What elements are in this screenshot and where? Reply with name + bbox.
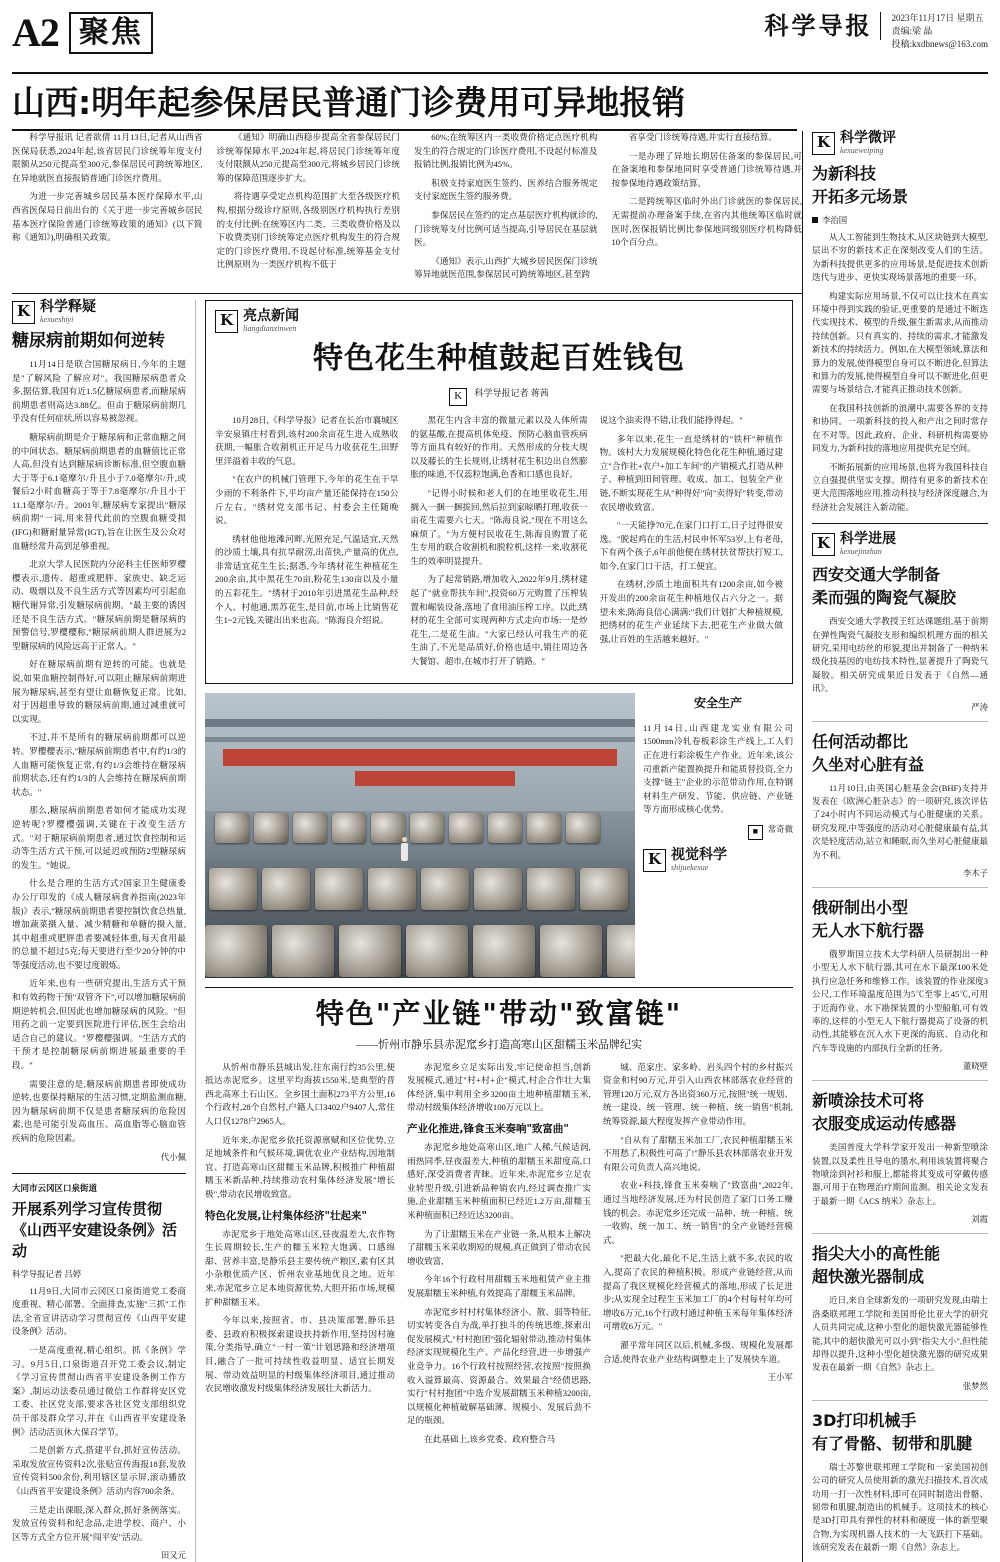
masthead (12, 10, 988, 74)
section-label-cn: 科学微评 (840, 130, 896, 146)
section-label-py: kexueweiping (840, 146, 884, 155)
feature-col-1 (215, 414, 404, 674)
paragraph: 西安交通大学教授王红达课题组,基于前期在弹性陶瓷气凝胶支形和编织机理方面的相关研究,采用电纺丝的形貌,提出并制备了一种纳米级化技基因的电纺技术特性,显著提升了陶瓷气凝胶。相关研究成果近日发表于《自然—通讯》。 (812, 616, 988, 694)
paragraph: 不过,并不是所有的糖尿病前期都可以逆转。罗樱樱表示,"糖尿病前期患者中,有约1/3的人血糖可能恢复正常,有约1/3会维持在糖尿病前期状态,还有约1/3的人会维持在糖尿病前期状态。" (12, 732, 186, 797)
paragraph: "记得小时候和老人们的在地里收花生,用搁入一捆一捆拔回,然后拉到家晾晒打理,收获一亩花生需要六七天。"陈海良说,"现在不用这么麻烦了。"为方便村民收花生,陈海良购置了花生专用的联合收割机和脱粒机,这样一来,收割花生的效率明显提升。 (410, 487, 588, 566)
steel-coil (315, 868, 363, 910)
paragraph: "在农户的机械门管理下,今年的花生在干旱少雨的不利条件下,平均亩产量还能保持在150公斤左右。"绣材党支部书记、村委会主任随晚说。 (215, 474, 399, 526)
section-label-cn: 科学释疑 (40, 298, 96, 315)
paragraph: 多年以来,花生一直是绣材的"铁杆"种植作物。该村大力发展规模化特色化花生种植,通过建立"合作社+农户+加工车间"的产销模式,打造从种子、种植到田间管理、收成、加工、包装全产业链,不断实现花生从"种得好"向"卖得好"转变,带动农民增收致富。 (599, 433, 783, 512)
paragraph: 赤泥窊乡地处高寒山区,地广人稀,气候适润,雨热同季,昼夜温差大,种植的甜糯玉米甜度高,口感好,深受消费者青睐。近年来,赤泥窊乡立足农业转型升级,引进新品种销农内,经过调查推广实施,企业甜糯玉米种植面积已经近1.2万亩,甜糯玉米种植面积已经近达3200亩。 (406, 1142, 591, 1220)
bottom-col-2 (401, 1061, 597, 1452)
paragraph: 60%;在统筹区内一类收费价格定点医疗机构发生的符合规定的门诊医疗费用,不设起付标准及报销比例,报销比例为45%。 (414, 132, 598, 170)
steel-coil (209, 868, 257, 910)
paragraph: 绣材他他地滩河畔,光照充足,气温适宜,天然的沙质土壤,具有抗旱耐涝,出苗快,产量高的优点,非常适宜花生生长;据悉,今年绣材花生种植花生200余亩,其中黑花生70亩,粉花生130亩以及小量的五彩花生。"绣材于2010年引进黑花生品种,经个人、村他通,黑苏花生,是目前,市场上比销售花生1~2元钱,关键出出来也高。"陈海良介绍说。 (215, 533, 399, 626)
paragraph: 省享受门诊统筹待遇,并实行直接结算。 (628, 132, 777, 142)
top-news-col-2 (210, 131, 408, 287)
factory-photo (205, 693, 635, 978)
bottom-feature-sign: 王小军 (767, 1373, 793, 1383)
paragraph: 构建实际应用场景,不仅可以让技术在真实环境中得到实践的验证,更重要的是通过不断迭代实现技术、模型的升级,催生新需求,从而推动持续创新。只有真实的、持续的需求,才能激发新技术的持续活力。例如,在大模型领域,算法和算力的发展,使得模型自身可以不断进化,但算法和算力的发展,使得模型自身可以不断进化,但更需要与场景结合,才能真正推动技术创新。 (812, 290, 988, 395)
feature-title: 特色花生种植鼓起百姓钱包 (313, 340, 685, 376)
paragraph: 二是创新方式,搭建平台,抓好宣传活动。采取发放宣传资料2次,张贴宣传海报18套,发放宣传资料500余份,利用辖区显示屏,滚动播放《山西省平安建设条例》活动内容700余条。 (12, 1445, 186, 1496)
section-label-liangdian (215, 309, 783, 334)
paragraph: 美国普度大学科学家开发出一种新型喷涂装置,以及柔性且导电的墨水,利用该装置将聚合物喷涂到衬衫和服上,都能将其变成可穿戴传感器,可用于在物理治疗期间监测。相关论文发表于最新一期《ACS 纳米》杂志上。 (812, 1142, 988, 1206)
editor-name: 责编:梁 晶 (891, 26, 933, 36)
paragraph: 《通知》表示,山西扩大城乡居民医保门诊统筹异地就医范围,参保居民可跨统筹地区,甚至跨 (414, 255, 598, 280)
paragraph: 二是跨统筹区临时外出门诊就医的参保居民,无需提前办理备案手续,在省内其他统筹区临时就医时,医保报销比例比参保地同级别医疗机构降低10个百分点。 (611, 196, 802, 248)
feature-article-peanut (205, 300, 793, 684)
paragraph: 近年来,也有一些研究提出,生活方式干预和有效药物干预"双管齐下",可以增加糖尿病前期逆转机会,但因此也增加糖尿病的风险。"但用药之前一定要到医院进行评估,医生会给出适合自己的建议。"罗樱樱强调。"生活方式的干预才是控制糖尿病前期进展最重要的手段。" (12, 978, 186, 1071)
article-sign: 代小佩 (160, 1152, 186, 1162)
paragraph: 在我国科技创新的浪潮中,需要各界的支持和协同。一项新科技的投入和产出之间时常存在不对等。因此,政府、企业、科研机构需要协同发力,为新科技的落地应用提供充足空间。 (812, 402, 988, 454)
subheading: 特色化发展,让村集体经济"壮起来" (205, 1209, 367, 1222)
news-brief-item (812, 1089, 988, 1225)
steel-coil (254, 813, 288, 843)
brief-title-line1: 3D打印机械手 (812, 1410, 917, 1430)
photo-credit-name: 常奇微 (767, 824, 793, 834)
paragraph: 在绣材,沙质土地面积共有1200余亩,如今被开发出的200余亩花生种植地仅占六分之一。据望未来,陈海良信心满满:"我们计划扩大种植规模,把绣材的花生产业延续下去,把花生产业做大做强,让百姓的生活越来越好。" (599, 579, 783, 644)
brief-title-line1: 新喷涂技术可将 (812, 1091, 925, 1111)
bottom-feature-article (205, 996, 793, 1452)
steel-coil (293, 813, 327, 843)
paragraph: 今年16个行政村用甜糯玉米地租赁产业主推发展甜糯玉米种植,有效提高了甜糯玉米品牌。 (406, 1274, 591, 1298)
paragraph: 为进一步完善城乡居民基本医疗保障水平,山西省医保局日前出台的《关于进一步完善城乡居民基本医疗保险普通门诊统筹政策的通知》(以下简称《通知》),明确相关政策。 (12, 191, 203, 243)
photo-banner-secondary (355, 771, 515, 786)
masthead-meta (891, 12, 988, 51)
section-label-py: liangdianxinwen (243, 323, 297, 333)
news-brief-item (812, 896, 988, 1072)
divider (205, 987, 793, 988)
paragraph: 那么,糖尿病前期患者如何才能成功实现逆转呢?罗樱樱强调,关键在于改变生活方式。"对于糖尿病前期患者,通过饮食控制和运动等生活方式干预,可以延迟或预防2型糖尿病的发生。"她说。 (12, 805, 186, 870)
paragraph: 黑花生内含丰富的微量元素以及人体所需的氨基酸,在提高机体免疫、预防心脑血管疾病等方面具有较好的作用。天然形成的分枝大规以及藤长的生长规则,让绣材花生积边出自然膨胀的味道,不仅蕊粒饱满,色香和口感也良好。 (410, 414, 588, 480)
paragraph: 11月10日,由英国心脏基金会(BHF)支持并发表在《欧洲心脏杂志》的一项研究,该次评估了24小时内不同运动模式与心脏健康的关系。研究发现,中等强度的活动对心脏健康最有益,其次是轻度活动,站立和睡眠,而久坐对心脏健康最为不利。 (812, 782, 988, 860)
section-logo-text: 聚焦 (78, 15, 143, 50)
steel-coil (449, 813, 483, 843)
section-label-cn: 亮点新闻 (243, 307, 299, 324)
paragraph: 城、范家庄、家多岭、岩头四个村的乡村振兴资金和村90万元,并引入山西农林部落农业经营的管理120万元,双方各出资360万元,按照"统一规划、统一建设、统一管理、统一种植、统一销售"机制,统筹资源,最大程度发挥产业带动作用。 (602, 1061, 793, 1126)
section-label-shijue (643, 848, 793, 873)
steel-coil (488, 813, 522, 843)
paragraph: 濯平常年同区以后,机械,多级、规模化发展都合适,使得农业产业结构调整走上了发展快车道。 (602, 1339, 793, 1364)
divider (812, 887, 988, 888)
photo-credit (643, 823, 793, 840)
brief-title-line1: 西安交通大学制备 (812, 565, 941, 585)
paragraph: "把最大化,最化不足,生活上就不多,农民的收入,提高了农民的种植积极。形成产业链经营,从而提高了我区规模化经营模式的落地,形成了长足进步;从实现全过程生玉米加工厂的4个村每村年均可增收6万元,16个行政村通过种植玉米每年集体经济可增收6万元。" (602, 1253, 793, 1332)
publish-date: 2023年11月17日 星期五 (891, 13, 984, 23)
photo-caption-block (643, 693, 793, 978)
k-logo-icon: K (643, 849, 666, 872)
photo-caption: 11月14日,山西建龙实业有限公司1500mm冷轧卷板彩涂生产线上,工人们正在进行彩涂板生产作业。近年来,该公司重新产能置换提升和能质替投资,全力支撑"链主"企业的示范带动作用,在特钢材料生产研发、节能、供应链、产业链等方面形成核心优势。 (643, 722, 793, 815)
k-logo-icon: K (812, 533, 835, 556)
brief-title-line2: 有了骨骼、韧带和肌腱 (812, 1433, 973, 1453)
section-label-kexueshiyi (12, 300, 186, 325)
paragraph: 北京大学人民医院内分泌科主任医师罗樱樱表示,遗传、超重或肥胖、家族史、缺乏运动、吸烟以及不良生活方式等因素均可引起血糖代谢异常,引发糖尿病前期。"最主要的诱因还是不良生活方式。"糖尿病前期是糖尿病的预警信号,罗樱樱称,"糖尿病前期人群进展为2型糖尿病的风险远高于正常人。" (12, 559, 186, 651)
paragraph: 积极支持家庭医生签约、医养结合服务规定支付家庭医生签约服务费。 (414, 177, 598, 202)
steel-coil (406, 925, 468, 977)
paragraph: 将待遇享受定点机构范围扩大至各级医疗机构,根据分级诊疗原则,各级别医疗机构执行差别的支付比例:在统筹区内二类、三类收费价格及以下收费类别门诊统筹定点医疗机构发生的符合规定的门诊医疗费用,不设起付标准,统筹基金支付比例原则为一类医疗机构不低于 (216, 191, 400, 270)
submission-email: 投稿:kxdbnews@163.com (891, 39, 988, 49)
feature-byline (215, 386, 783, 406)
divider (12, 1173, 186, 1174)
brief-title-line2: 柔而强的陶瓷气凝胶 (812, 588, 957, 608)
worker-figure (401, 843, 408, 861)
steel-coil (421, 868, 469, 910)
steel-coil (527, 868, 575, 910)
paper-name: 科学导报 (764, 12, 881, 40)
commentary-title (812, 162, 988, 208)
paragraph: 为了让甜糯玉米在产业链一条,从根本上解决了甜糯玉米采收期短的规模,真正做到了带动农民增收致富, (406, 1228, 591, 1266)
steel-coil (527, 813, 561, 843)
coil-row (215, 813, 600, 843)
paragraph: 糖尿病前期是介于糖尿病和正常血糖之间的中间状态。糖尿病前期患者的血糖值比正常人高,但没有达到糖尿病诊断标准,但空腹血糖大于等于6.1毫摩尔/升且小于7.0毫摩尔/升,或餐后2小时血糖高于等于7.8毫摩尔/升且小于11.1毫摩尔/升。2001年,糖尿病专家提出"糖尿病前期"一词,用来替代此前的空腹血糖受损(IFG)和糖耐量异常(IGT),旨在让医生及公众对血糖经常升高到足够重视。 (12, 431, 186, 551)
steel-coil (473, 925, 535, 977)
steel-coil (566, 813, 600, 843)
brief-title (812, 563, 988, 609)
photo-beam (205, 719, 635, 727)
bottom-feature-title: 特色"产业链"带动"致富链" (315, 996, 683, 1030)
brief-title (812, 896, 988, 942)
paragraph: 说这个油卖得不错,让我们能挣得起。" (599, 414, 743, 425)
brief-title-line1: 俄研制出小型 (812, 898, 909, 917)
photo-beam (205, 737, 635, 742)
paragraph: 科学导报讯 记者欲倩 11月13日,记者从山西省医保局获悉,2024年起,该省居民门诊统筹年度支付限额从250元提高至300元,参保居民可跨统筹地区,在异地就医直接报销普通门诊医疗费用。 (12, 132, 203, 183)
paragraph: 在此基础上,该乡党委、政府整合马 (424, 1433, 556, 1444)
article-title-diabetes: 糖尿病前期如何逆转 (12, 330, 165, 351)
photo-block (205, 693, 793, 978)
right-column (802, 131, 988, 1562)
coil-row (205, 925, 635, 977)
main-body (12, 300, 802, 1562)
brief-sign: 张梦然 (962, 1381, 988, 1391)
paragraph: 近日,来自全球新发的一项研究发现,由瑞士洛桑联邦理工学院和美国哥伦比亚大学的研究人员共同完成,这种小型化的超快激光器能够性能,其中的超快激光可以小到"指尖大小",但性能却得以提升,这种小型化超快激光器的研究成果发表在最新一期《自然》杂志上。 (812, 1295, 988, 1373)
sub-article-sign: 田又元 (160, 1551, 186, 1561)
paragraph: "一天能挣70元,在家门口打工,日子过得很安逸。"脱起鸡在的生活,村民申怀军53岁,上有老母,下有两个孩子,6年前他便在绣材扶贫帮扶打短工,如今,在家门口干活，打工便宜。 (599, 520, 783, 571)
paragraph: "自从有了甜糯玉米加工厂,农民种植甜糯玉米不用愁了,积极性可高了!"静乐县农林部落农业开发有限公司负责人高兴地说。 (602, 1134, 793, 1172)
paragraph: 从忻州市静乐县城出发,往东南行约35公里,便抵达赤泥窊乡。这里平均海拔1550米,是典型的晋西北高寒土石山区。全乡国土面积273平方公里,16个行政村,28个自然村,户籍人口3402户9407人,常住人口仅1278户2965人。 (205, 1061, 395, 1126)
brief-sign: 刘霞 (971, 1215, 988, 1225)
subheading: 产业化推进,锋食玉米奏响"致富曲" (406, 1123, 569, 1135)
paragraph: 赤泥窊乡于地处高寒山区,昼夜温差大,农作物生长周期较长,生产的糯玉米粒大饱满、口感绵甜、营养丰富,是静乐县主要传统产粮区,素有区其小杂粮优质产区、忻州农业基地优良之地。近年来,赤泥窊乡立足本地资源优势,大胆开拓市场,规模扩种甜糯玉米。 (205, 1228, 395, 1307)
top-news-col-3 (407, 131, 605, 287)
steel-coil (332, 813, 366, 843)
steel-coil (205, 925, 267, 977)
section-logo (69, 12, 153, 54)
page-number: A2 (12, 10, 59, 55)
left-column (12, 300, 196, 1562)
top-news-block (12, 131, 802, 294)
paragraph: 参保居民在签约的定点基层医疗机构就诊的,门诊统筹支付比例可适当提高,引导居民在基层就医。 (414, 209, 598, 248)
paragraph: 赤泥窊乡立足实际出发,牢记使命担当,创新发展模式,通过"村+村+企"模式,村企合作壮大集体经济,集中利用全乡3200亩土地种植甜糯玉米,带动村级集体经济增收100万元以上。 (406, 1061, 591, 1113)
top-news-col-4 (605, 131, 803, 287)
paragraph: 一是高度重视,精心组织。抓《条例》学习。9月5日,口泉街道召开党工委会议,制定《学习宣传贯彻山西省平安建设条例工作方案》,制运动法委员通过微信工作群将安区党工委、社区党支部,要求各社区党支部组织党员干部及群众学习,并在《山西省平安建设条例》活动活页休大保召学节。 (12, 1344, 186, 1437)
section-label-kexuejinzhan (812, 532, 988, 557)
center-column (196, 300, 802, 1562)
brief-sign: 严涛 (971, 702, 988, 712)
steel-coil (371, 813, 405, 843)
commentary-title-line2: 开拓多元场景 (812, 187, 909, 206)
steel-coil (339, 925, 401, 977)
section-label-py: kexueshiyi (40, 314, 74, 324)
divider (812, 523, 988, 524)
bottom-col-1 (205, 1061, 401, 1452)
paragraph: 《通知》明确山西稳步提高全省参保居民门诊统筹保障水平,2024年起,将居民门诊统筹年度支付限额从250元提高至300元,将城乡居民门诊统筹的保障范围逐步扩大。 (216, 132, 400, 183)
steel-coil (410, 813, 444, 843)
brief-title-line2: 久坐对心脏有益 (812, 754, 925, 774)
section-label-py: kexuejinzhan (840, 547, 882, 557)
steel-coil (607, 925, 635, 977)
paragraph: 赤泥窊乡村村村集体经济小、散、弱等特征,切实转变各自为战,单打独斗的传统思维,探索出促发展模式,"村村抱团"强化辐射带动,推动村集体经济实现规模化生产、产品化经营,进一步增强产业竞争力。16个行政村按照经营,农按照"按照换收入溢算最高、资源最合、效果最合"经债思路,实行"村村抱团"中选介发展甜糯玉米种植3200亩,以规模化种植破解基础薄、规模小、发展后劲不足的瓶颈。 (406, 1306, 591, 1426)
paragraph: 好在糖尿病前期有逆转的可能。也就是说,如果血糖控制得好,可以阻止糖尿病前期进展为糖尿病,甚至有望让血糖恢复正常。比如,对于因超重导致的糖尿病前期,通过减重就可以实现。 (12, 659, 186, 724)
brief-title-line2: 超快激光器制成 (812, 1267, 925, 1287)
brief-title (812, 1242, 988, 1288)
feature-byline-text: 科学导报记者 蒋茜 (474, 387, 549, 398)
brief-title (812, 1409, 988, 1455)
brief-sign: 董晓壁 (962, 1062, 988, 1072)
brief-title-line2: 衣服变成运动传感器 (812, 1114, 957, 1134)
divider (812, 1233, 988, 1234)
bottom-feature-subtitle: ——忻州市静乐县赤泥窊乡打造高寒山区甜糯玉米品牌纪实 (356, 1038, 642, 1051)
bottom-feature-columns (205, 1061, 793, 1452)
paragraph: 三是走出课眼,深入群众,抓好条例落实。发放宣传资料和纪念品,走进学校、商户、小区等方式全方位开展"闯平安"活动。 (12, 1504, 186, 1542)
commentary-author-name: 李治国 (822, 216, 848, 225)
feature-columns (215, 414, 783, 674)
paragraph: 11月9日,大同市云冈区口泉街道党工委商度重视、精心部署、全面排查,实施"三抓"工作法,全省宣讲活动学习贯彻宣传《山西平安建设条例》活动。 (12, 1285, 186, 1337)
masthead-right (764, 10, 988, 51)
paragraph: 一是办理了异地长期居住备案的参保居民,可在备案地和参保地同时享受普通门诊统筹待遇,并按参保地待遇政策结算。 (611, 150, 802, 188)
divider (812, 721, 988, 722)
paragraph: 瑞士苏黎世联邦理工学院和一家美国初创公司的研究人员使用新的激光扫描技术,首次成功用一打一次性材料,即可在同时制造出骨骼、韧带和肌腱,制造出的机械手。这项技术的核心是3D打印具有弹性的材料和硬度一体的新型聚合物,为实现机器人技术的一大飞跃打下基础。该研究发表在最新一期《自然》杂志上。 (812, 1461, 988, 1553)
paragraph: 俄罗斯国立技术大学科研人员研制出一种小型无人水下航行器,其可在水下最深100米处执行应急任务和维修工作。该装置的作业深度3公尺,工作环境温度范围为5℃至零上45℃,可用于近海作业、水下勘探装置的小型船舶,可有效率的,这样的小型无人下航行器提高了设备的机动性,其能够在沉入水下更深的海底、自动化和汽车等设施的内部执行全新的任务。 (812, 949, 988, 1053)
news-brief-item (812, 563, 988, 712)
steel-coil (262, 868, 310, 910)
paragraph: 11月14日是联合国糖尿病日,今年的主题是"了解风险 了解应对"。我国糖尿病患者众多,据估算,我国有近1.5亿糖尿病患者,而糖尿病前期患者则高达3.88亿。但由于糖尿病前期几乎没有任何症状,所以容易被忽视。 (12, 358, 186, 424)
news-brief-item (812, 1242, 988, 1391)
paragraph: 为了起常销路,增加收入,2022年9月,绣材建起了"就业帮扶车间",投资60万元购置了压榨装置和崛装设备,落地了食用油压榨工序。以此,绣材的花生全部可实现两种方式走向市场:一是炒花生,二是花生油。"大家已经认可我生产的花生油了,不光是品质好,价格也适中,销往周边各大餐馆、超市,在城市打开了销路。" (410, 574, 588, 667)
brief-title (812, 730, 988, 776)
brief-title-line1: 任何活动都比 (812, 731, 909, 751)
coil-row (209, 868, 628, 910)
paragraph: 需要注意的是,糖尿病前期患者即使成功逆转,也要保持糖尿的生活习惯,定期监测血糖,因为糖尿病前期不仅是患者糖尿病的危险因素,也是可能引发高血压、高血脂等心脑血管疾病的危险因素。 (12, 1078, 186, 1143)
news-brief-item (812, 730, 988, 879)
steel-coil (272, 925, 334, 977)
paragraph: 从人工智能到生物技术,从区块链到大模型,层出不穷的新技术正在深刻改变人们的生活。为新科技提供更多的应用场景,是促进技术创新迭代与进步、更快实现场景落地的重要一环。 (812, 232, 988, 283)
divider (812, 1400, 988, 1401)
top-news-col-1 (12, 131, 210, 287)
steel-coil (474, 868, 522, 910)
feature-col-2 (404, 414, 593, 674)
brief-sign: 李木子 (962, 869, 988, 878)
feature-col-3 (594, 414, 783, 674)
paragraph: 近年来,赤泥窊乡依托资源禀赋和区位优势,立足地域条件和气候环境,调优农业产业结构,因地制宜、打造高寒山区甜糯玉米品牌,积极推广种植甜糯玉米新品种,持续推动农村集体经济发展"增长极",带动农民增收致富。 (205, 1134, 395, 1199)
sub-article-byline: 科学导报记者 吕婷 (12, 1269, 82, 1279)
brief-title (812, 1089, 988, 1135)
steel-coil (540, 925, 602, 977)
news-brief-item (812, 1409, 988, 1555)
sub-article-kicker: 大同市云冈区口泉街道 (12, 1182, 98, 1193)
paragraph: 什么是合理的生活方式?国家卫生健康委办公厅印发的《成人糖尿病食养指南(2023年版)》表示,"糖尿病前期患者要控制饮食总热量,增加蔬菜摄入量、减少精糖和单糖的摄入量,其中超重或肥胖患者要减轻体重,每天食用最的总量不超过5克;每天要进行至少20分钟的中等强度活动,也不要过度锻炼。 (12, 878, 186, 970)
paragraph: 不断拓展新的应用场景,也将为我国科技自立自强提供坚实支撑。期待有更多的新技术在更大范围落地应用,推动科技与经济深度融合,为经济社会发展注入新动能。 (812, 461, 988, 512)
camera-icon: ■ (748, 825, 763, 840)
section-label-cn: 科学进展 (840, 531, 896, 548)
steel-coil (580, 868, 628, 910)
bottom-col-3 (597, 1061, 793, 1452)
main-headline: 山西:明年起参保居民普通门诊费用可异地报销 (12, 74, 797, 131)
paragraph: 农业+科技,锋食玉米奏响了"致富曲",2022年,通过当地经济发展,还为村民创造了家门口务工赚钱的机会。赤泥窊乡还完成一品种、统一种植、统一收购、统一加工、统一销售"的全产业链经营模式。 (602, 1180, 793, 1245)
sub-article-title: 开展系列学习宣传贯彻《山西平安建设条例》活动 (12, 1199, 178, 1260)
k-logo-icon: K (12, 301, 35, 324)
commentary-author (812, 214, 988, 226)
brief-title-line2: 无人水下航行器 (812, 921, 925, 940)
k-logo-icon: K (812, 132, 835, 155)
steel-coil (215, 813, 249, 843)
divider (812, 1080, 988, 1081)
section-label-kexueweiping (812, 131, 988, 156)
bullet-icon (812, 217, 818, 223)
paragraph: 今年以来,按照省、市、县决策部署,静乐县委、县政府积极探索建设扶持新作用,坚持因村施策,分类指导,确立"一村一策"计划思路和经济增项目,融合了一批可持续性收益明显、适宜长期发展、带动效益明显的村级集体经济项目,通过推动农民增收激发村级集体经济发展壮大新活力。 (205, 1315, 395, 1394)
photo-banner (223, 749, 617, 766)
commentary-title-line1: 为新科技 (812, 164, 877, 183)
section-label-py: shijuekexue (671, 862, 709, 872)
steel-coil (368, 868, 416, 910)
brief-title-line1: 指尖大小的高性能 (812, 1244, 941, 1264)
section-label-cn: 视觉科学 (671, 846, 727, 863)
photo-topic-label: 安全生产 (693, 695, 742, 710)
k-logo-icon: K (215, 310, 238, 333)
paragraph: 10月28日,《科学导报》记者在长治市襄城区辛安泉镇庄村看到,该村200余亩花生进入成熟收获期,一幅胀合收割机正开足马力收获花生,田野里洋溢着丰收的气息。 (215, 414, 399, 466)
k-logo-icon: K (449, 388, 467, 406)
